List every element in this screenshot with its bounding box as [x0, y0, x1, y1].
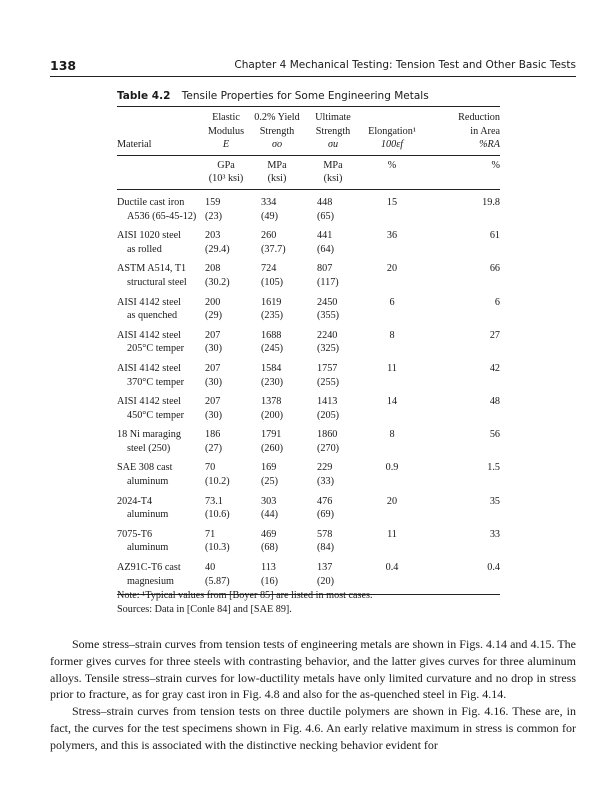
table-sources: Sources: Data in [Conle 84] and [SAE 89]. — [117, 603, 292, 615]
col-header-symbol: E — [222, 139, 230, 151]
unit-label: (ksi) — [323, 173, 343, 185]
material-condition: aluminum — [127, 542, 169, 554]
elongation-value: 11 — [387, 528, 397, 540]
elongation-value: 0.9 — [385, 462, 399, 474]
unit-label: % — [387, 159, 397, 171]
yield-value-us: (37.7) — [261, 243, 286, 255]
unit-label: (ksi) — [267, 173, 287, 185]
yield-value: 469 — [261, 528, 277, 540]
modulus-value-us: (10.2) — [205, 476, 230, 488]
material-condition: aluminum — [127, 509, 169, 521]
reduction-value: 6 — [494, 296, 500, 308]
material-condition: steel (250) — [127, 442, 171, 454]
yield-value: 113 — [261, 562, 276, 574]
ultimate-value-us: (325) — [317, 343, 340, 355]
material-name: Ductile cast iron — [117, 196, 185, 208]
table-row-continuation — [117, 409, 500, 423]
col-header: Ultimate — [315, 112, 351, 123]
table-row-continuation — [117, 475, 500, 489]
col-header: Strength — [259, 125, 295, 137]
running-header — [50, 58, 576, 74]
col-header: Modulus — [207, 125, 245, 137]
reduction-value: 33 — [489, 528, 500, 540]
modulus-value: 208 — [205, 263, 221, 275]
modulus-value-us: (23) — [205, 210, 222, 222]
table-notes — [117, 589, 373, 616]
elongation-value: 15 — [386, 196, 398, 208]
table-row-continuation — [117, 442, 500, 456]
reduction-value: 0.4 — [487, 562, 500, 574]
material-name: AISI 4142 steel — [117, 329, 181, 341]
table-row — [117, 522, 500, 542]
reduction-value: 61 — [489, 230, 500, 242]
reduction-value: 27 — [489, 329, 500, 341]
yield-value: 169 — [261, 462, 277, 474]
yield-value: 260 — [261, 230, 277, 242]
yield-value: 334 — [261, 196, 277, 208]
table-row — [117, 223, 500, 243]
elongation-value: 6 — [389, 296, 395, 308]
material-name: 7075-T6 — [117, 528, 153, 540]
col-header-symbol: σo — [271, 139, 283, 151]
yield-value: 1378 — [261, 396, 282, 408]
reduction-value: 48 — [489, 396, 500, 408]
yield-value-us: (105) — [261, 276, 284, 288]
table-header-rule — [117, 155, 500, 156]
modulus-value: 200 — [205, 296, 221, 308]
table-row — [117, 555, 500, 575]
modulus-value: 203 — [205, 230, 221, 242]
table-row-continuation — [117, 309, 500, 323]
material-name: ASTM A514, T1 — [117, 263, 187, 275]
reduction-value: 19.8 — [482, 196, 500, 208]
paragraph: Some stress–strain curves from tension tests of engineering metals are shown in Figs. 4.14 and 4.15. The former gives curves for three steels with contrasting behavior, and the latter gives curves for three aluminum alloys. Tensile stress–strain curves for low-ductility metals have only limited curvature and no drop in stress prior to fracture, as for gray cast iron in Fig. 4.8 and also for the as-quenched steel in Fig. 4.14. — [50, 637, 576, 702]
elongation-value: 20 — [386, 495, 398, 507]
modulus-value: 207 — [205, 396, 221, 408]
table-row — [117, 489, 500, 509]
ultimate-value: 1757 — [317, 362, 338, 374]
ultimate-value-us: (20) — [317, 575, 334, 587]
modulus-value: 207 — [205, 329, 221, 341]
elongation-value: 0.4 — [385, 562, 399, 574]
elongation-value: 14 — [386, 396, 398, 408]
ultimate-value-us: (270) — [317, 442, 340, 454]
col-header: 0.2% Yield — [254, 112, 300, 123]
ultimate-value-us: (64) — [317, 243, 334, 255]
material-name: 2024-T4 — [117, 495, 153, 507]
table-row-continuation — [117, 508, 500, 522]
ultimate-value: 578 — [317, 528, 333, 540]
table-row — [117, 422, 500, 442]
yield-value: 1688 — [261, 329, 282, 341]
material-name: AZ91C-T6 cast — [117, 562, 181, 574]
material-condition: A536 (65-45-12) — [127, 210, 197, 222]
table-row — [117, 455, 500, 475]
table-caption — [117, 90, 429, 102]
yield-value-us: (44) — [261, 509, 278, 521]
modulus-value: 73.1 — [205, 495, 223, 507]
table-row — [117, 256, 500, 276]
table-row-continuation — [117, 210, 500, 224]
modulus-value-us: (30) — [205, 409, 222, 421]
table-label: Table 4.2 — [117, 90, 171, 102]
yield-value: 303 — [261, 495, 277, 507]
material-name: AISI 4142 steel — [117, 362, 181, 374]
table-note: Note: ¹Typical values from [Boyer 85] are listed in most cases. — [117, 590, 373, 601]
table-row — [117, 389, 500, 409]
paragraph: Stress–strain curves from tension tests on three ductile polymers are shown in Fig. 4.16. These are, in fact, the curves for the test specimens shown in Fig. 4.6. An early relative maximum in stress is common for polymers, and this is associated with the distinctive necking behavior evident for — [50, 704, 576, 752]
ultimate-value: 1860 — [317, 429, 338, 441]
col-header-symbol: %RA — [479, 139, 500, 151]
yield-value-us: (235) — [261, 310, 284, 322]
yield-value-us: (16) — [261, 575, 278, 587]
units-us-row — [117, 172, 500, 186]
material-condition: aluminum — [127, 476, 169, 488]
table-header-line3 — [117, 138, 500, 152]
col-header-symbol: 100εf — [380, 139, 404, 151]
yield-value-us: (245) — [261, 343, 284, 355]
elongation-value: 8 — [389, 429, 395, 441]
header-rule — [50, 76, 576, 77]
material-name: 18 Ni maraging — [117, 429, 181, 441]
unit-label: (10³ ksi) — [208, 173, 244, 185]
reduction-value: 1.5 — [487, 462, 500, 474]
ultimate-value: 807 — [317, 263, 333, 275]
material-condition: 370°C temper — [127, 376, 184, 388]
modulus-value: 71 — [205, 528, 216, 540]
running-title: Chapter 4 Mechanical Testing: Tension Test and Other Basic Tests — [234, 59, 576, 71]
table-body — [117, 107, 500, 588]
ultimate-value: 448 — [317, 196, 333, 208]
material-condition: structural steel — [127, 276, 187, 288]
ultimate-value-us: (84) — [317, 542, 334, 554]
elongation-value: 8 — [389, 329, 395, 341]
ultimate-value: 441 — [317, 230, 333, 242]
yield-value-us: (230) — [261, 376, 284, 388]
col-header: Strength — [315, 125, 351, 137]
col-header-material: Material — [117, 139, 152, 151]
unit-label: MPa — [323, 159, 343, 171]
modulus-value: 159 — [205, 196, 221, 208]
ultimate-value: 2450 — [317, 296, 338, 308]
col-header-symbol: σu — [327, 139, 339, 151]
yield-value: 1791 — [261, 429, 282, 441]
yield-value: 724 — [261, 263, 277, 275]
body-text — [50, 636, 576, 754]
table-row — [117, 190, 500, 210]
ultimate-value-us: (69) — [317, 509, 334, 521]
table-row-continuation — [117, 342, 500, 356]
material-condition: magnesium — [127, 575, 174, 587]
col-header: in Area — [470, 125, 500, 137]
modulus-value-us: (29) — [205, 310, 222, 322]
col-header: Elongation¹ — [368, 125, 416, 137]
yield-value: 1584 — [261, 362, 282, 374]
reduction-value: 35 — [489, 495, 500, 507]
modulus-value: 207 — [205, 362, 221, 374]
table-row-continuation — [117, 376, 500, 390]
material-name: AISI 4142 steel — [117, 396, 181, 408]
material-condition: as rolled — [127, 243, 162, 255]
yield-value: 1619 — [261, 296, 282, 308]
units-si-row — [117, 159, 500, 173]
modulus-value: 40 — [205, 562, 216, 574]
modulus-value-us: (27) — [205, 442, 222, 454]
table-row-continuation — [117, 276, 500, 290]
table-title: Tensile Properties for Some Engineering Metals — [181, 90, 429, 102]
ultimate-value: 476 — [317, 495, 333, 507]
col-header — [361, 107, 423, 125]
modulus-value: 70 — [205, 462, 216, 474]
material-name: SAE 308 cast — [117, 462, 173, 474]
ultimate-value-us: (117) — [317, 276, 339, 288]
yield-value-us: (49) — [261, 210, 278, 222]
modulus-value-us: (30.2) — [205, 276, 230, 288]
elongation-value: 11 — [387, 362, 397, 374]
ultimate-value-us: (65) — [317, 210, 334, 222]
material-condition: 450°C temper — [127, 409, 184, 421]
ultimate-value-us: (355) — [317, 310, 340, 322]
ultimate-value-us: (205) — [317, 409, 340, 421]
modulus-value-us: (29.4) — [205, 243, 230, 255]
properties-table — [117, 106, 500, 595]
unit-label: GPa — [217, 159, 235, 171]
table-row-continuation — [117, 541, 500, 555]
table-header-line1 — [117, 107, 500, 125]
unit-label: % — [491, 159, 500, 171]
ultimate-value-us: (33) — [317, 476, 334, 488]
ultimate-value: 137 — [317, 562, 333, 574]
unit-label: MPa — [267, 159, 287, 171]
table-row — [117, 323, 500, 343]
page-number: 138 — [50, 58, 77, 73]
yield-value-us: (260) — [261, 442, 284, 454]
table-row — [117, 356, 500, 376]
modulus-value-us: (10.6) — [205, 509, 230, 521]
modulus-value-us: (30) — [205, 343, 222, 355]
reduction-value: 56 — [489, 429, 500, 441]
yield-value-us: (25) — [261, 476, 278, 488]
yield-value-us: (200) — [261, 409, 284, 421]
ultimate-value: 2240 — [317, 329, 338, 341]
material-condition: 205°C temper — [127, 343, 184, 355]
reduction-value: 42 — [489, 362, 500, 374]
table-row-continuation — [117, 575, 500, 589]
table-header-line2 — [117, 125, 500, 139]
modulus-value-us: (5.87) — [205, 575, 230, 587]
table-row-continuation — [117, 243, 500, 257]
ultimate-value-us: (255) — [317, 376, 340, 388]
col-header: Elastic — [212, 112, 240, 123]
material-name: AISI 1020 steel — [117, 230, 181, 242]
elongation-value: 20 — [386, 263, 398, 275]
yield-value-us: (68) — [261, 542, 278, 554]
elongation-value: 36 — [386, 230, 398, 242]
reduction-value: 66 — [489, 263, 500, 275]
modulus-value-us: (30) — [205, 376, 222, 388]
table-row — [117, 290, 500, 310]
ultimate-value: 1413 — [317, 396, 338, 408]
material-name: AISI 4142 steel — [117, 296, 181, 308]
ultimate-value: 229 — [317, 462, 333, 474]
col-header: Reduction — [458, 112, 500, 123]
material-condition: as quenched — [127, 310, 178, 322]
modulus-value-us: (10.3) — [205, 542, 230, 554]
modulus-value: 186 — [205, 429, 221, 441]
